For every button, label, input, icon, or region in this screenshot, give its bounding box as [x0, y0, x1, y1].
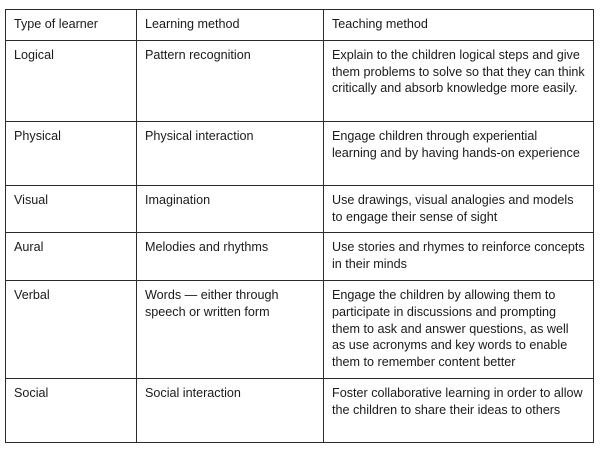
- cell-teaching-method: Use drawings, visual analogies and models to engage their sense of sight: [324, 185, 594, 233]
- cell-learning-method: Social interaction: [137, 378, 324, 442]
- cell-learning-method: Pattern recognition: [137, 40, 324, 121]
- cell-learning-method: Melodies and rhythms: [137, 233, 324, 281]
- table-row: [6, 280, 594, 378]
- cell-learner: Verbal: [6, 280, 137, 378]
- cell-teaching-method: Use stories and rhymes to reinforce concepts in their minds: [324, 233, 594, 281]
- cell-teaching-method: Explain to the children logical steps and give them problems to solve so that they can think critically and absorb knowledge more easily.: [324, 40, 594, 121]
- table-row: [6, 40, 594, 121]
- cell-learning-method: Words — either through speech or written form: [137, 280, 324, 378]
- table-row: [6, 185, 594, 233]
- cell-learner: Aural: [6, 233, 137, 281]
- header-type-of-learner: Type of learner: [6, 10, 137, 41]
- cell-teaching-method: Engage the children by allowing them to participate in discussions and prompting them to ask and answer questions, as well as use acronyms and key words to enable them to remember content better: [324, 280, 594, 378]
- table-row: [6, 121, 594, 185]
- cell-learner: Logical: [6, 40, 137, 121]
- table-header-row: [6, 10, 594, 41]
- cell-learner: Visual: [6, 185, 137, 233]
- learner-types-table: [5, 9, 594, 443]
- cell-learning-method: Imagination: [137, 185, 324, 233]
- header-learning-method: Learning method: [137, 10, 324, 41]
- header-teaching-method: Teaching method: [324, 10, 594, 41]
- cell-learning-method: Physical interaction: [137, 121, 324, 185]
- cell-learner: Social: [6, 378, 137, 442]
- learner-types-table-container: [5, 9, 594, 443]
- cell-teaching-method: Foster collaborative learning in order to allow the children to share their ideas to others: [324, 378, 594, 442]
- cell-learner: Physical: [6, 121, 137, 185]
- table-row: [6, 378, 594, 442]
- cell-teaching-method: Engage children through experiential learning and by having hands-on experience: [324, 121, 594, 185]
- table-row: [6, 233, 594, 281]
